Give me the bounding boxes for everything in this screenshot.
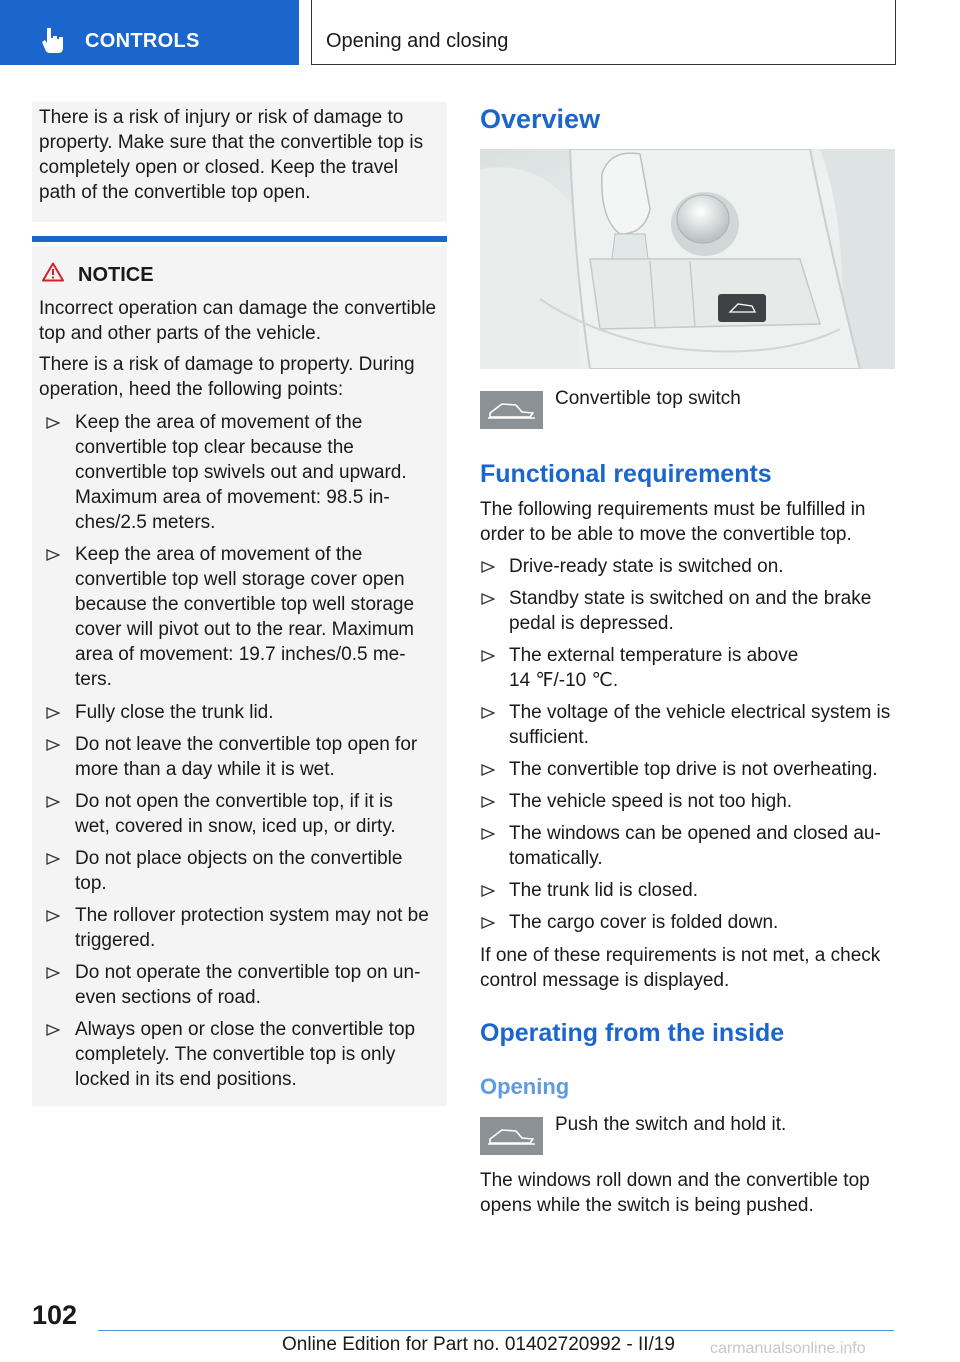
bullet-triangle-icon <box>481 764 495 776</box>
convertible-top-switch-icon <box>480 1117 543 1155</box>
center-console-illustration <box>480 149 895 369</box>
warning-triangle-icon <box>42 262 64 282</box>
requirement-item: Drive-ready state is switched on. <box>509 556 784 577</box>
functional-requirements-heading: Functional requirements <box>480 460 772 488</box>
requirement-item: Standby state is switched on and the brake pedal is depressed. <box>509 588 872 634</box>
notice-para-1: Incorrect operation can damage the convertible top and other parts of the vehicle. <box>39 298 437 344</box>
watermark: carmanualsonline.info <box>710 1340 866 1357</box>
section-label: CONTROLS <box>85 30 200 52</box>
bullet-triangle-icon <box>481 885 495 897</box>
func-outro: If one of these requirements is not met, a check control message is displayed. <box>480 945 881 991</box>
operating-heading: Operating from the inside <box>480 1019 785 1047</box>
bullet-triangle-icon <box>46 967 60 979</box>
opening-subheading: Opening <box>480 1074 570 1099</box>
bullet-triangle-icon <box>481 917 495 929</box>
requirement-item: The external temperature is above 14 ℉/-10 ℃. <box>509 645 799 691</box>
notice-title: NOTICE <box>78 264 154 286</box>
bullet-triangle-icon <box>481 796 495 808</box>
section-tab <box>0 0 299 65</box>
bullet-triangle-icon <box>46 910 60 922</box>
requirement-item: The cargo cover is folded down. <box>509 912 779 933</box>
notice-item: Fully close the trunk lid. <box>75 702 274 723</box>
bullet-triangle-icon <box>46 549 60 561</box>
notice-item: Do not leave the convertible top open for more than a day while it is wet. <box>75 734 418 780</box>
requirement-item: The voltage of the vehicle electrical system is sufficient. <box>509 702 891 748</box>
warning-text: There is a risk of injury or risk of damage to property. Make sure that the convertible top is completely open or closed. Keep the travel path of the convertible top open. <box>39 107 424 203</box>
footer-rule <box>98 1330 894 1331</box>
bullet-triangle-icon <box>481 650 495 662</box>
bullet-triangle-icon <box>46 417 60 429</box>
opening-caption: Push the switch and hold it. <box>555 1114 787 1135</box>
center-console-photo <box>480 149 895 369</box>
notice-item: The rollover protection system may not be triggered. <box>75 905 429 951</box>
requirement-item: The trunk lid is closed. <box>509 880 699 901</box>
bullet-triangle-icon <box>46 1024 60 1036</box>
bullet-triangle-icon <box>46 739 60 751</box>
overview-heading: Overview <box>480 104 601 134</box>
convertible-top-switch-icon <box>480 391 543 429</box>
requirement-item: The windows can be opened and closed automatically. <box>509 823 881 869</box>
bullet-triangle-icon <box>46 707 60 719</box>
bullet-triangle-icon <box>46 853 60 865</box>
bullet-triangle-icon <box>481 707 495 719</box>
requirement-item: The convertible top drive is not overheating. <box>509 759 878 780</box>
opening-text: The windows roll down and the convertible top opens while the switch is being pushed. <box>480 1170 870 1216</box>
notice-item: Do not place objects on the convertible top. <box>75 848 403 894</box>
switch-caption: Convertible top switch <box>555 388 741 409</box>
notice-item: Keep the area of movement of the convertible top well storage cover open because the convertible top well storage cover will pivot out to the rear. Maximum area of movement: 19.7 inches/0.5 meters. <box>75 544 415 690</box>
edition-text: Online Edition for Part no. 01402720992 - II/19 <box>282 1334 675 1355</box>
page-number: 102 <box>32 1300 78 1330</box>
requirement-item: The vehicle speed is not too high. <box>509 791 793 812</box>
bullet-triangle-icon <box>481 828 495 840</box>
notice-item: Always open or close the convertible top completely. The convertible top is only locked in its end positions. <box>75 1019 416 1090</box>
notice-item: Keep the area of movement of the convertible top clear because the convertible top swivels out and upward. Maximum area of movement: 98.5 inches/2.5 meters. <box>75 412 407 533</box>
notice-divider <box>32 236 447 242</box>
notice-item: Do not open the convertible top, if it is wet, covered in snow, iced up, or dirty. <box>75 791 396 837</box>
page-title: Opening and closing <box>326 30 509 52</box>
hand-pointer-icon <box>38 26 68 54</box>
notice-item: Do not operate the convertible top on uneven sections of road. <box>75 962 421 1008</box>
notice-para-2: There is a risk of damage to property. During operation, heed the following points: <box>39 354 415 400</box>
bullet-triangle-icon <box>481 593 495 605</box>
bullet-triangle-icon <box>46 796 60 808</box>
func-intro: The following requirements must be fulfilled in order to be able to move the convertible top. <box>480 499 866 545</box>
bullet-triangle-icon <box>481 561 495 573</box>
